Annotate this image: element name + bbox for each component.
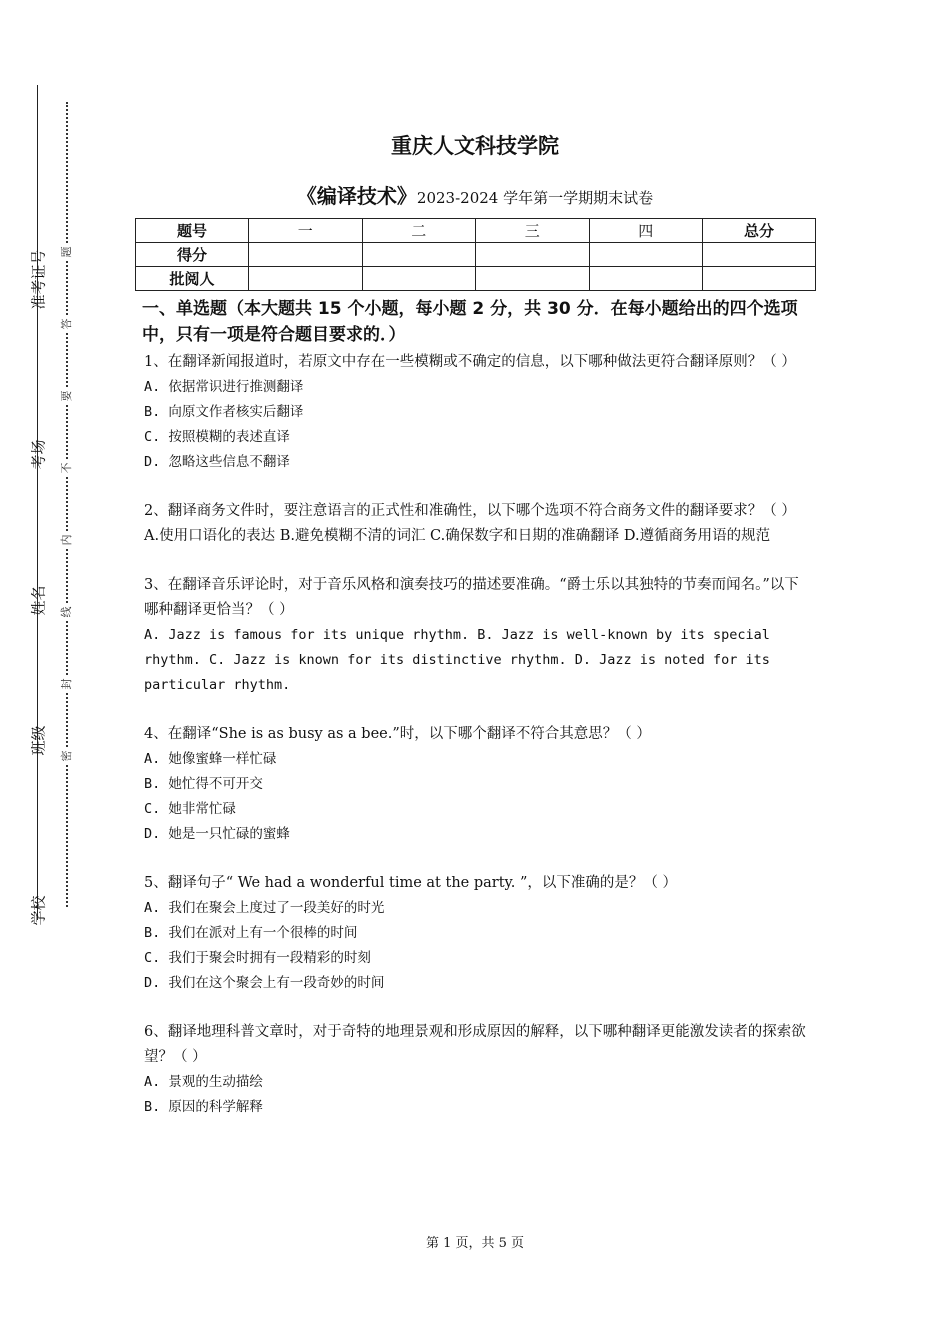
question-4 <box>144 722 812 847</box>
score-cell <box>476 243 590 267</box>
score-table <box>135 218 816 291</box>
score-cell <box>703 243 816 267</box>
question-stem: 5、翻译句子“ We had a wonderful time at the party. ”，以下准确的是？（ ） <box>144 875 678 891</box>
option: A. 她像蜜蜂一样忙碌 <box>144 751 277 767</box>
question-6 <box>144 1020 812 1120</box>
col-header: 三 <box>476 219 590 243</box>
option: D. 她是一只忙碌的蜜蜂 <box>144 826 290 842</box>
exam-term: 2023-2024 学年第一学期期末试卷 <box>416 189 654 207</box>
option: C. 我们于聚会时拥有一段精彩的时刻 <box>144 950 371 966</box>
question-stem: 3、在翻译音乐评论时，对于音乐风格和演奏技巧的描述要准确。“爵士乐以其独特的节奏而闻名。”以下哪种翻译更恰当？（ ） <box>144 577 799 618</box>
grader-cell <box>476 267 590 291</box>
score-cell <box>249 243 363 267</box>
seal-char: 封 <box>58 675 76 693</box>
grader-cell <box>703 267 816 291</box>
grader-row <box>136 267 816 291</box>
option: A. 依据常识进行推测翻译 <box>144 379 304 395</box>
option: B. 她忙得不可开交 <box>144 776 263 792</box>
row-header: 批阅人 <box>136 267 249 291</box>
options-line: A. Jazz is famous for its unique rhythm. B. Jazz is well-known by its special rhythm. C. Jazz is known for its distinctive rhythm. D. Jazz is noted for its particular rhythm. <box>144 627 770 693</box>
seal-dotted-line <box>66 102 68 907</box>
grader-cell <box>362 267 476 291</box>
school-title: 重庆人文科技学院 <box>391 134 559 158</box>
score-row <box>136 243 816 267</box>
option: D. 我们在这个聚会上有一段奇妙的时间 <box>144 975 385 991</box>
course-name: 《编译技术》 <box>296 184 417 208</box>
seal-char: 内 <box>58 531 76 549</box>
question-5 <box>144 871 812 996</box>
student-name-label: 姓名 <box>29 585 48 616</box>
score-cell <box>589 243 703 267</box>
seal-char: 答 <box>58 315 76 333</box>
exam-room-label: 考场 <box>29 439 48 470</box>
col-header: 题号 <box>136 219 249 243</box>
seal-char: 不 <box>58 459 76 477</box>
exam-content <box>144 296 812 1144</box>
seal-char: 线 <box>58 603 76 621</box>
grader-cell <box>249 267 363 291</box>
question-3 <box>144 573 812 698</box>
seal-char: 题 <box>58 243 76 261</box>
col-header: 一 <box>249 219 363 243</box>
col-header: 二 <box>362 219 476 243</box>
question-stem: 4、在翻译“She is as busy as a bee.”时，以下哪个翻译不符合其意思？（ ） <box>144 726 651 742</box>
options-line: A.使用口语化的表达 B.避免模糊不清的词汇 C.确保数字和日期的准确翻译 D.遵循商务用语的规范 <box>144 528 771 544</box>
question-stem: 2、翻译商务文件时，要注意语言的正式性和准确性，以下哪个选项不符合商务文件的翻译要求？（ ） <box>144 503 796 519</box>
option: C. 她非常忙碌 <box>144 801 236 817</box>
option: B. 原因的科学解释 <box>144 1099 263 1115</box>
option: B. 我们在派对上有一个很棒的时间 <box>144 925 358 941</box>
seal-char: 密 <box>58 747 76 765</box>
school-label: 学校 <box>29 895 48 926</box>
exam-subtitle <box>0 180 950 209</box>
option: A. 景观的生动描绘 <box>144 1074 263 1090</box>
col-header: 四 <box>589 219 703 243</box>
question-2 <box>144 499 812 549</box>
exam-number-label: 准考证号 <box>29 249 48 310</box>
question-stem: 6、翻译地理科普文章时，对于奇特的地理景观和形成原因的解释，以下哪种翻译更能激发读者的探索欲望？（ ） <box>144 1024 806 1065</box>
option: B. 向原文作者核实后翻译 <box>144 404 304 420</box>
question-1 <box>144 350 812 475</box>
page-footer: 第 1 页，共 5 页 <box>425 1236 525 1251</box>
section-heading: 一、单选题（本大题共 15 个小题，每小题 2 分，共 30 分．在每小题给出的四个选项中，只有一项是符合题目要求的．） <box>142 299 798 345</box>
score-table-header-row <box>136 219 816 243</box>
seal-char: 要 <box>58 387 76 405</box>
option: C. 按照模糊的表述直译 <box>144 429 290 445</box>
col-header: 总分 <box>703 219 816 243</box>
question-stem: 1、在翻译新闻报道时，若原文中存在一些模糊或不确定的信息，以下哪种做法更符合翻译原则？（ ） <box>144 354 796 370</box>
binding-solid-line <box>37 85 38 920</box>
class-label: 班级 <box>29 725 48 756</box>
score-cell <box>362 243 476 267</box>
option: A. 我们在聚会上度过了一段美好的时光 <box>144 900 385 916</box>
option: D. 忽略这些信息不翻译 <box>144 454 290 470</box>
grader-cell <box>589 267 703 291</box>
row-header: 得分 <box>136 243 249 267</box>
